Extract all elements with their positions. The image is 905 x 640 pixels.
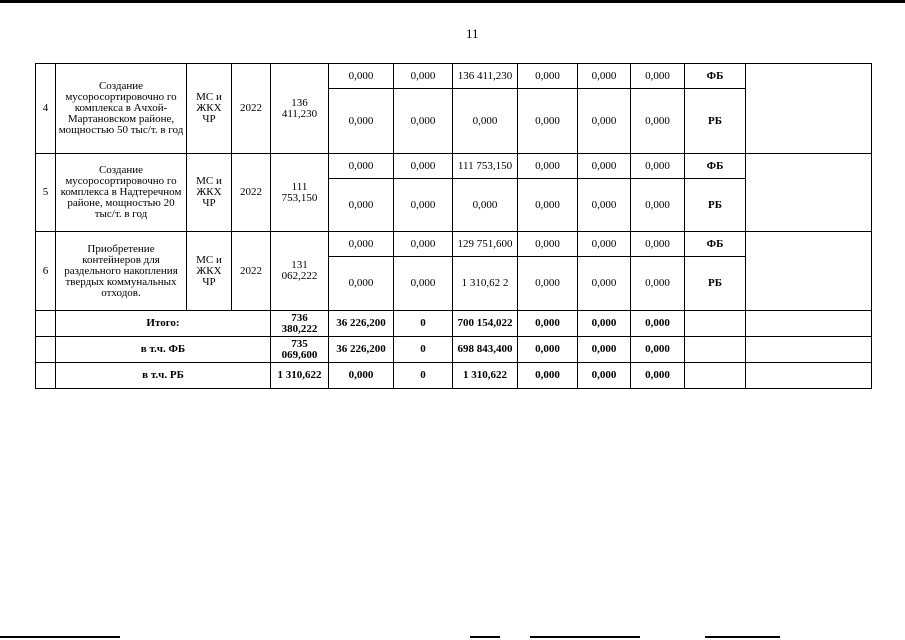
value-cell: 0,000 [578, 311, 631, 337]
value-cell: 698 843,400 [453, 337, 518, 363]
totals-label: Итого: [56, 311, 271, 337]
value-cell: 1 310,62 2 [453, 257, 518, 311]
program-table [35, 63, 872, 389]
value-cell: 0,000 [631, 337, 685, 363]
totals-row [36, 363, 872, 389]
value-cell: 0,000 [453, 89, 518, 154]
total-amount: 736 380,222 [271, 311, 329, 337]
value-cell: 0,000 [578, 257, 631, 311]
totals-label: в т.ч. РБ [56, 363, 271, 389]
value-cell: 0,000 [394, 179, 453, 232]
value-cell: 0,000 [631, 154, 685, 179]
value-cell: 0,000 [394, 154, 453, 179]
executor: МС и ЖКХ ЧР [187, 64, 232, 154]
scan-mark [705, 636, 780, 638]
year: 2022 [232, 232, 271, 311]
measure-name: Создание мусоросортировочно го комплекса в Надтеречном районе, мощностью 20 тыс/т. в год [56, 154, 187, 232]
value-cell: 0,000 [518, 179, 578, 232]
scan-mark [470, 636, 500, 638]
funding-source: РБ [685, 179, 746, 232]
funding-source: ФБ [685, 64, 746, 89]
totals-row [36, 337, 872, 363]
table-row [36, 154, 872, 179]
value-cell: 0,000 [631, 311, 685, 337]
funding-source: РБ [685, 89, 746, 154]
empty-cell [746, 311, 872, 337]
value-cell: 0,000 [394, 64, 453, 89]
value-cell: 0,000 [518, 232, 578, 257]
value-cell: 0 [394, 311, 453, 337]
value-cell: 136 411,230 [453, 64, 518, 89]
value-cell: 0,000 [578, 232, 631, 257]
value-cell: 0,000 [453, 179, 518, 232]
value-cell: 0,000 [631, 179, 685, 232]
value-cell: 111 753,150 [453, 154, 518, 179]
value-cell: 0,000 [518, 311, 578, 337]
row-number: 5 [36, 154, 56, 232]
value-cell: 0 [394, 363, 453, 389]
total-amount: 111 753,150 [271, 154, 329, 232]
total-amount: 735 069,600 [271, 337, 329, 363]
value-cell: 0,000 [631, 64, 685, 89]
value-cell: 0,000 [329, 64, 394, 89]
value-cell: 0,000 [578, 179, 631, 232]
value-cell: 0,000 [578, 89, 631, 154]
table-row [36, 64, 872, 89]
funding-source: РБ [685, 257, 746, 311]
measure-name: Создание мусоросортировочно го комплекса в Ачхой-Мартановском районе, мощностью 50 тыс/т. в год [56, 64, 187, 154]
scan-mark [530, 636, 640, 638]
funding-source: ФБ [685, 154, 746, 179]
value-cell: 0,000 [631, 89, 685, 154]
empty-cell [685, 337, 746, 363]
value-cell: 0,000 [518, 363, 578, 389]
value-cell: 0,000 [631, 257, 685, 311]
total-amount: 131 062,222 [271, 232, 329, 311]
value-cell: 1 310,622 [453, 363, 518, 389]
executor: МС и ЖКХ ЧР [187, 232, 232, 311]
page-number: 11 [466, 26, 479, 41]
value-cell: 0,000 [518, 257, 578, 311]
empty-cell [36, 363, 56, 389]
value-cell: 0,000 [518, 64, 578, 89]
value-cell: 0,000 [518, 337, 578, 363]
value-cell: 0,000 [329, 363, 394, 389]
total-amount: 1 310,622 [271, 363, 329, 389]
value-cell: 129 751,600 [453, 232, 518, 257]
value-cell: 0,000 [329, 232, 394, 257]
value-cell: 0,000 [578, 154, 631, 179]
empty-cell [746, 154, 872, 232]
value-cell: 0,000 [329, 257, 394, 311]
empty-cell [746, 64, 872, 154]
row-number: 4 [36, 64, 56, 154]
value-cell: 0,000 [631, 232, 685, 257]
value-cell: 0,000 [329, 154, 394, 179]
empty-cell [685, 311, 746, 337]
empty-cell [746, 363, 872, 389]
value-cell: 0,000 [329, 179, 394, 232]
value-cell: 0,000 [578, 363, 631, 389]
total-amount: 136 411,230 [271, 64, 329, 154]
value-cell: 36 226,200 [329, 311, 394, 337]
bottom-scan-marks [0, 636, 905, 638]
value-cell: 0,000 [578, 64, 631, 89]
value-cell: 0,000 [394, 89, 453, 154]
top-rule [0, 0, 905, 3]
empty-cell [685, 363, 746, 389]
value-cell: 0,000 [518, 154, 578, 179]
value-cell: 0 [394, 337, 453, 363]
totals-row [36, 311, 872, 337]
measure-name: Приобретение контейнеров для раздельного накопления твердых коммунальных отходов. [56, 232, 187, 311]
table-row [36, 232, 872, 257]
year: 2022 [232, 154, 271, 232]
empty-cell [36, 337, 56, 363]
year: 2022 [232, 64, 271, 154]
empty-cell [746, 337, 872, 363]
row-number: 6 [36, 232, 56, 311]
value-cell: 700 154,022 [453, 311, 518, 337]
value-cell: 0,000 [394, 232, 453, 257]
totals-label: в т.ч. ФБ [56, 337, 271, 363]
value-cell: 36 226,200 [329, 337, 394, 363]
value-cell: 0,000 [578, 337, 631, 363]
funding-source: ФБ [685, 232, 746, 257]
value-cell: 0,000 [631, 363, 685, 389]
empty-cell [36, 311, 56, 337]
value-cell: 0,000 [518, 89, 578, 154]
executor: МС и ЖКХ ЧР [187, 154, 232, 232]
value-cell: 0,000 [329, 89, 394, 154]
value-cell: 0,000 [394, 257, 453, 311]
scan-mark [0, 636, 120, 638]
empty-cell [746, 232, 872, 311]
